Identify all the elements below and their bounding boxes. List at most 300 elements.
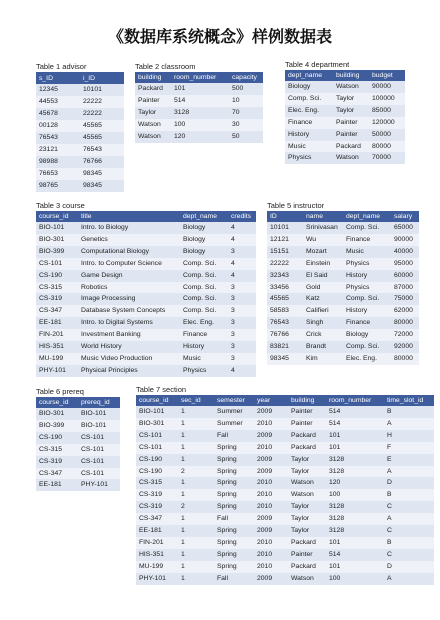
table-cell: Taylor (333, 93, 369, 105)
table-cell: 3128 (171, 107, 229, 119)
table-cell: 3 (228, 353, 256, 365)
table-cell: Spring (214, 454, 254, 466)
table-cell: CS-315 (36, 444, 78, 456)
table-cell: CS-319 (36, 456, 78, 468)
table-cell: Taylor (333, 105, 369, 117)
table-cell: 85000 (369, 105, 405, 117)
table-cell: Physical Principles (78, 365, 180, 377)
table-instructor (267, 211, 419, 365)
table-caption: Table 5 instructor (267, 201, 325, 210)
table-cell: 60000 (391, 270, 419, 282)
table-cell: Painter (288, 418, 326, 430)
table-cell: 45678 (36, 108, 80, 120)
table-row (136, 442, 434, 454)
table-cell: Robotics (78, 282, 180, 294)
table-cell: CS-101 (136, 430, 178, 442)
table-cell: 514 (171, 95, 229, 107)
table-cell: Comp. Sci. (180, 282, 228, 294)
table-row (135, 119, 263, 131)
table-cell: Watson (288, 489, 326, 501)
table-cell: MU-199 (36, 353, 78, 365)
table-row (136, 525, 434, 537)
table-cell: EE-181 (36, 317, 78, 329)
table-row (36, 282, 256, 294)
table-cell: 2010 (254, 549, 288, 561)
table-cell: 50 (229, 131, 263, 143)
table-cell: History (285, 129, 333, 141)
table-row (36, 365, 256, 377)
table-row (36, 329, 256, 341)
table-row (267, 341, 419, 353)
table-cell: 2 (178, 466, 214, 478)
table-cell: 76766 (80, 156, 124, 168)
table-cell: Comp. Sci. (180, 258, 228, 270)
table-cell: 2009 (254, 513, 288, 525)
table-row (36, 353, 256, 365)
column-header: prereq_id (78, 397, 120, 408)
table-cell: B (384, 537, 434, 549)
table-cell: 100000 (369, 93, 405, 105)
table-cell: Spring (214, 501, 254, 513)
table-cell: 3 (228, 329, 256, 341)
table-cell: 00128 (36, 120, 80, 132)
table-row (36, 456, 120, 468)
table-cell: 65000 (391, 222, 419, 234)
table-cell: Comp. Sci. (180, 293, 228, 305)
table-row (267, 293, 419, 305)
table-cell: 90000 (369, 81, 405, 93)
table-cell: 70000 (369, 152, 405, 164)
column-header: title (78, 211, 180, 222)
table-department (285, 70, 405, 164)
table-cell: Genetics (78, 234, 180, 246)
table-cell: 2010 (254, 489, 288, 501)
table-cell: 80000 (391, 353, 419, 365)
table-cell: Finance (343, 317, 391, 329)
table-cell: 98345 (80, 180, 124, 192)
table-cell: 1 (178, 418, 214, 430)
table-cell: 1 (178, 549, 214, 561)
table-cell: 514 (326, 549, 384, 561)
table-cell: 1 (178, 430, 214, 442)
table-caption: Table 6 prereq (36, 387, 84, 396)
table-cell: 4 (228, 270, 256, 282)
table-advisor-block (36, 62, 124, 192)
table-cell: CS-190 (36, 432, 78, 444)
table-cell: 3 (228, 305, 256, 317)
table-cell: 15151 (267, 246, 303, 258)
table-row (136, 430, 434, 442)
table-row (136, 501, 434, 513)
table-header-row (267, 211, 419, 222)
table-cell: Spring (214, 466, 254, 478)
table-row (36, 84, 124, 96)
table-cell: 10 (229, 95, 263, 107)
table-cell: Physics (180, 365, 228, 377)
table-cell: CS-101 (78, 468, 120, 480)
table-course (36, 211, 256, 377)
table-cell: CS-347 (36, 305, 78, 317)
table-cell: 98765 (36, 180, 80, 192)
table-row (36, 108, 124, 120)
table-cell: PHY-101 (36, 365, 78, 377)
table-cell: Elec. Eng. (285, 105, 333, 117)
column-header: course_id (36, 397, 78, 408)
table-cell: 514 (326, 406, 384, 418)
table-cell: 10101 (80, 84, 124, 96)
table-cell: 101 (326, 561, 384, 573)
table-cell: 2 (178, 501, 214, 513)
table-cell: Srinivasan (303, 222, 343, 234)
table-row (36, 144, 124, 156)
table-cell: Comp. Sci. (180, 270, 228, 282)
table-cell: 58583 (267, 305, 303, 317)
table-cell: 3128 (326, 466, 384, 478)
column-header: building (333, 70, 369, 81)
table-row (36, 156, 124, 168)
table-cell: 1 (178, 489, 214, 501)
table-cell: Taylor (288, 513, 326, 525)
table-caption: Table 1 advisor (36, 62, 87, 71)
table-cell: CS-319 (136, 489, 178, 501)
column-header: s_ID (36, 72, 80, 84)
table-cell: 2009 (254, 525, 288, 537)
table-cell: 23121 (36, 144, 80, 156)
table-cell: C (384, 525, 434, 537)
table-cell: 98988 (36, 156, 80, 168)
table-cell: Taylor (288, 454, 326, 466)
table-cell: A (384, 466, 434, 478)
table-header-row (36, 211, 256, 222)
table-cell: Gold (303, 282, 343, 294)
table-cell: BIO-399 (36, 420, 78, 432)
table-row (36, 96, 124, 108)
table-row (135, 83, 263, 95)
table-cell: D (384, 561, 434, 573)
column-header: course_id (36, 211, 78, 222)
table-cell: F (384, 442, 434, 454)
table-cell: 120 (326, 477, 384, 489)
table-cell: El Said (303, 270, 343, 282)
table-cell: BIO-101 (36, 222, 78, 234)
table-cell: Watson (333, 152, 369, 164)
table-cell: 22222 (80, 96, 124, 108)
table-row (36, 420, 120, 432)
table-row (136, 513, 434, 525)
table-cell: 2009 (254, 406, 288, 418)
table-row (36, 341, 256, 353)
table-cell: 2009 (254, 466, 288, 478)
table-cell: BIO-101 (78, 420, 120, 432)
table-row (36, 222, 256, 234)
table-cell: Packard (288, 561, 326, 573)
table-cell: 100 (171, 119, 229, 131)
table-cell: Comp. Sci. (180, 305, 228, 317)
column-header: course_id (136, 395, 178, 406)
table-cell: 40000 (391, 246, 419, 258)
table-cell: 30 (229, 119, 263, 131)
table-cell: CS-319 (36, 293, 78, 305)
table-cell: 76543 (267, 317, 303, 329)
table-cell: 76653 (36, 168, 80, 180)
table-cell: CS-315 (36, 282, 78, 294)
page-title: 《数据库系统概念》样例数据表 (107, 27, 332, 46)
table-cell: 4 (228, 258, 256, 270)
table-cell: Comp. Sci. (343, 293, 391, 305)
table-row (36, 317, 256, 329)
table-row (136, 466, 434, 478)
table-caption: Table 2 classroom (135, 62, 196, 71)
table-cell: 2010 (254, 537, 288, 549)
table-cell: 100 (326, 573, 384, 585)
table-cell: 500 (229, 83, 263, 95)
table-cell: 80000 (369, 141, 405, 153)
table-cell: Fall (214, 573, 254, 585)
table-row (36, 234, 256, 246)
table-row (285, 81, 405, 93)
table-cell: Crick (303, 329, 343, 341)
table-cell: 3128 (326, 454, 384, 466)
table-row (136, 406, 434, 418)
table-cell: Fall (214, 430, 254, 442)
table-cell: 2009 (254, 454, 288, 466)
table-row (267, 222, 419, 234)
table-cell: Elec. Eng. (180, 317, 228, 329)
table-instructor-block (267, 201, 419, 365)
table-cell: BIO-301 (136, 418, 178, 430)
table-cell: Singh (303, 317, 343, 329)
table-cell: Watson (288, 573, 326, 585)
table-row (136, 489, 434, 501)
table-cell: 2010 (254, 418, 288, 430)
table-cell: Biology (285, 81, 333, 93)
table-row (36, 120, 124, 132)
table-cell: CS-190 (136, 454, 178, 466)
table-cell: PHY-101 (136, 573, 178, 585)
table-cell: 45565 (80, 132, 124, 144)
table-cell: 101 (326, 537, 384, 549)
table-row (36, 408, 120, 420)
table-prereq-block (36, 387, 120, 491)
table-row (285, 117, 405, 129)
table-cell: 1 (178, 477, 214, 489)
column-header: dept_name (180, 211, 228, 222)
table-header-row (285, 70, 405, 81)
column-header: building (288, 395, 326, 406)
table-cell: 95000 (391, 258, 419, 270)
table-cell: HIS-351 (136, 549, 178, 561)
table-cell: PHY-101 (78, 479, 120, 491)
table-cell: 100 (326, 489, 384, 501)
table-cell: Spring (214, 537, 254, 549)
table-department-block (285, 60, 405, 164)
table-row (267, 305, 419, 317)
column-header: salary (391, 211, 419, 222)
column-header: room_number (171, 72, 229, 83)
table-cell: 1 (178, 573, 214, 585)
table-row (267, 329, 419, 341)
table-cell: 101 (171, 83, 229, 95)
table-cell: Painter (288, 406, 326, 418)
table-cell: Comp. Sci. (285, 93, 333, 105)
table-row (36, 180, 124, 192)
table-cell: 1 (178, 561, 214, 573)
table-cell: CS-101 (78, 456, 120, 468)
table-cell: CS-190 (36, 270, 78, 282)
table-row (135, 131, 263, 143)
table-cell: Katz (303, 293, 343, 305)
table-cell: 98345 (80, 168, 124, 180)
table-cell: EE-181 (36, 479, 78, 491)
table-row (136, 561, 434, 573)
table-cell: H (384, 430, 434, 442)
table-cell: Database System Concepts (78, 305, 180, 317)
table-cell: 1 (178, 513, 214, 525)
table-cell: 1 (178, 442, 214, 454)
table-cell: 4 (228, 365, 256, 377)
table-classroom (135, 72, 263, 143)
table-cell: History (343, 305, 391, 317)
table-row (136, 477, 434, 489)
table-cell: 4 (228, 234, 256, 246)
table-cell: 10101 (267, 222, 303, 234)
column-header: room_number (326, 395, 384, 406)
table-cell: Fall (214, 513, 254, 525)
table-cell: B (384, 489, 434, 501)
table-cell: 101 (326, 442, 384, 454)
table-cell: A (384, 513, 434, 525)
table-cell: 2009 (254, 430, 288, 442)
table-cell: Physics (343, 282, 391, 294)
table-cell: CS-347 (136, 513, 178, 525)
table-row (267, 317, 419, 329)
column-header: time_slot_id (384, 395, 434, 406)
table-cell: Summer (214, 418, 254, 430)
table-cell: CS-101 (78, 444, 120, 456)
table-cell: 2010 (254, 501, 288, 513)
table-cell: 2009 (254, 573, 288, 585)
table-cell: Biology (180, 234, 228, 246)
table-cell: Music (343, 246, 391, 258)
table-caption: Table 3 course (36, 201, 85, 210)
table-cell: Comp. Sci. (343, 222, 391, 234)
table-row (267, 282, 419, 294)
table-cell: C (384, 549, 434, 561)
table-row (36, 444, 120, 456)
table-caption: Table 7 section (136, 385, 187, 394)
table-cell: Painter (333, 117, 369, 129)
table-cell: 50000 (369, 129, 405, 141)
column-header: building (135, 72, 171, 83)
table-cell: Packard (135, 83, 171, 95)
table-cell: Taylor (288, 466, 326, 478)
table-cell: 72000 (391, 329, 419, 341)
table-cell: D (384, 477, 434, 489)
table-cell: A (384, 573, 434, 585)
table-row (136, 537, 434, 549)
table-cell: Mozart (303, 246, 343, 258)
table-cell: 3128 (326, 513, 384, 525)
table-row (267, 270, 419, 282)
table-row (285, 152, 405, 164)
table-cell: 76766 (267, 329, 303, 341)
column-header: dept_name (285, 70, 333, 81)
table-cell: Finance (285, 117, 333, 129)
table-row (136, 549, 434, 561)
table-header-row (36, 397, 120, 408)
table-cell: 98345 (267, 353, 303, 365)
table-cell: CS-319 (136, 501, 178, 513)
table-row (135, 95, 263, 107)
table-cell: Intro. to Biology (78, 222, 180, 234)
table-cell: 22222 (267, 258, 303, 270)
table-cell: Wu (303, 234, 343, 246)
table-cell: 1 (178, 406, 214, 418)
table-cell: History (180, 341, 228, 353)
table-cell: Music (180, 353, 228, 365)
table-cell: Einstein (303, 258, 343, 270)
table-row (36, 258, 256, 270)
table-cell: FIN-201 (36, 329, 78, 341)
table-cell: B (384, 406, 434, 418)
table-cell: 76543 (36, 132, 80, 144)
table-caption: Table 4 department (285, 60, 350, 69)
table-cell: 62000 (391, 305, 419, 317)
table-cell: 80000 (391, 317, 419, 329)
table-cell: C (384, 501, 434, 513)
table-cell: Packard (288, 537, 326, 549)
table-cell: Brandt (303, 341, 343, 353)
table-cell: 2010 (254, 442, 288, 454)
table-cell: Packard (288, 442, 326, 454)
table-row (136, 418, 434, 430)
table-cell: 120 (171, 131, 229, 143)
column-header: name (303, 211, 343, 222)
table-header-row (136, 395, 434, 406)
table-cell: Watson (333, 81, 369, 93)
table-cell: 45565 (267, 293, 303, 305)
table-row (136, 454, 434, 466)
table-cell: Spring (214, 477, 254, 489)
table-cell: BIO-101 (78, 408, 120, 420)
table-row (36, 305, 256, 317)
table-row (36, 479, 120, 491)
table-cell: 1 (178, 454, 214, 466)
table-row (36, 432, 120, 444)
table-cell: Packard (288, 430, 326, 442)
table-cell: 4 (228, 222, 256, 234)
column-header: capacity (229, 72, 263, 83)
table-cell: Music (285, 141, 333, 153)
table-cell: Spring (214, 442, 254, 454)
table-cell: FIN-201 (136, 537, 178, 549)
table-header-row (135, 72, 263, 83)
column-header: dept_name (343, 211, 391, 222)
table-cell: Spring (214, 561, 254, 573)
table-cell: Painter (333, 129, 369, 141)
table-cell: 2010 (254, 561, 288, 573)
table-cell: 1 (178, 537, 214, 549)
table-cell: CS-101 (136, 442, 178, 454)
table-cell: Summer (214, 406, 254, 418)
table-cell: Computational Biology (78, 246, 180, 258)
table-row (285, 129, 405, 141)
table-header-row (36, 72, 124, 84)
table-cell: 44553 (36, 96, 80, 108)
table-cell: Comp. Sci. (343, 341, 391, 353)
table-cell: CS-347 (36, 468, 78, 480)
table-cell: 87000 (391, 282, 419, 294)
